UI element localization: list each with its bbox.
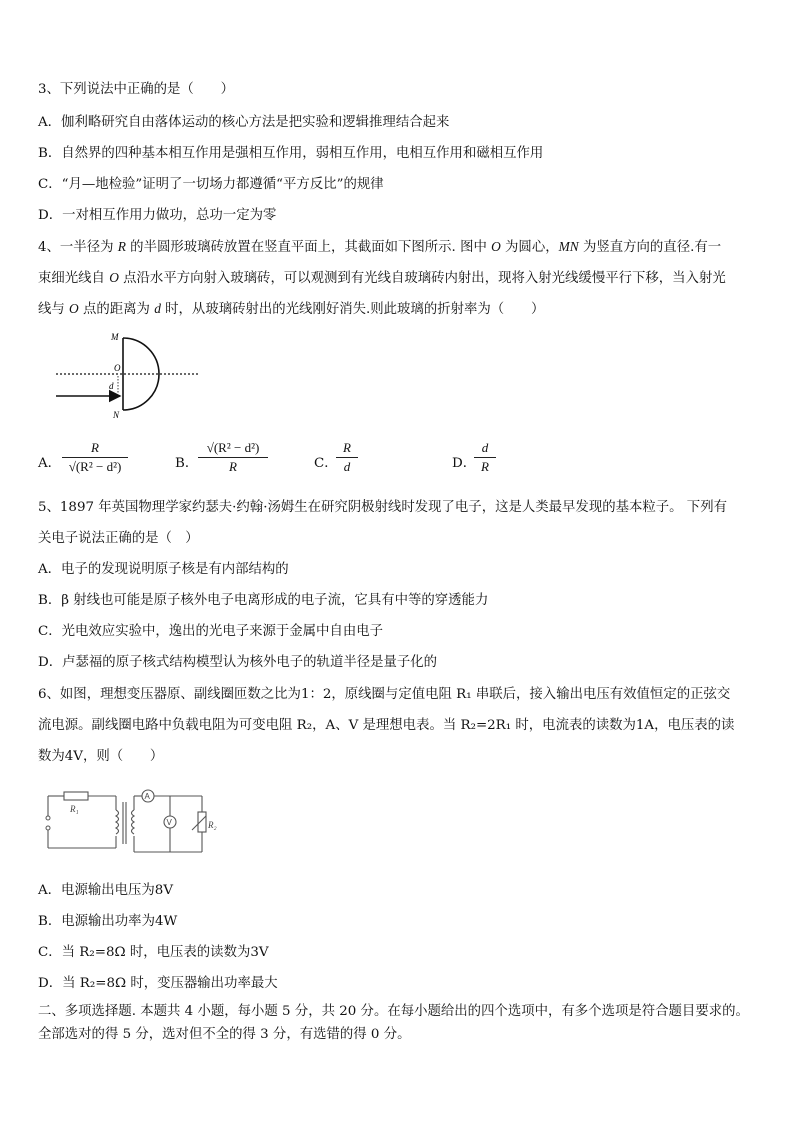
q6-label-r1: R₁: [70, 804, 79, 814]
q3-option-b: B．自然界的四种基本相互作用是强相互作用，弱相互作用，电相互作用和磁相互作用: [38, 146, 544, 161]
q4-option-d-label: D．: [452, 456, 477, 471]
q3-option-c: C．“月—地检验”证明了一切场力都遵循“平方反比”的规律: [38, 177, 384, 192]
q6-option-d: D．当 R₂=8Ω 时，变压器输出功率最大: [38, 976, 278, 991]
q4-semicircle-figure: [52, 328, 212, 420]
q4-option-a-fraction: $\frac{R}{\text{√(R² − d²)}}$: [62, 440, 128, 475]
q4-option-c-fraction: $\frac{R}{d}$: [336, 440, 358, 475]
q4-stem-line1: 4、一半径为 R 的半圆形玻璃砖放置在竖直平面上，其截面如下图所示. 图中 O 为圆心，MN 为竖直方向的直径.有一: [38, 239, 722, 255]
q4-option-b-label: B．: [175, 456, 199, 471]
q5-stem-line2: 关电子说法正确的是（ ）: [38, 531, 199, 546]
q4-label-o: O: [114, 363, 121, 373]
q4-label-n: N: [113, 410, 120, 420]
q6-stem-line2: 流电源。副线圈电路中负载电阻为可变电阻 R₂，A、V 是理想电表。当 R₂=2R₁ 时，电流表的读数为1A，电压表的读: [38, 718, 735, 733]
q6-stem-line3: 数为4V，则（ ）: [38, 749, 164, 764]
q4-stem-line2: 束细光线自 O 点沿水平方向射入玻璃砖，可以观测到有光线自玻璃砖内射出，现将入射光线缓慢平行下移，当入射光: [38, 270, 726, 286]
section2-instructions-line1: 二、多项选择题. 本题共 4 小题，每小题 5 分，共 20 分。在每小题给出的四个选项中，有多个选项是符合题目要求的。: [38, 1004, 749, 1019]
q4-stem-line3: 线与 O 点的距离为 d 时，从玻璃砖射出的光线刚好消失.则此玻璃的折射率为（ ）: [38, 301, 545, 317]
q4-label-m: M: [111, 332, 119, 342]
q4-option-b-fraction: $\frac{\text{√(R² − d²)}}{R}$: [198, 440, 268, 475]
q4-label-d: d: [109, 381, 114, 391]
q5-option-b: B．β 射线也可能是原子核外电子电离形成的电子流，它具有中等的穿透能力: [38, 593, 489, 608]
q6-option-b: B．电源输出功率为4W: [38, 914, 178, 929]
q4-option-c-label: C．: [314, 456, 338, 471]
q5-option-c: C．光电效应实验中，逸出的光电子来源于金属中自由电子: [38, 624, 384, 639]
q5-option-d: D．卢瑟福的原子核式结构模型认为核外电子的轨道半径是量子化的: [38, 655, 438, 670]
q6-ammeter-label: A: [144, 792, 150, 801]
q6-label-r2: R₂: [208, 820, 217, 830]
q4-option-d-fraction: $\frac{d}{R}$: [474, 440, 496, 475]
section2-instructions-line2: 全部选对的得 5 分，选对但不全的得 3 分，有选错的得 0 分。: [38, 1027, 411, 1042]
q3-stem: 3、下列说法中正确的是（ ）: [38, 82, 234, 97]
q6-circuit-figure: [40, 786, 230, 858]
q3-option-a: A．伽利略研究自由落体运动的核心方法是把实验和逻辑推理结合起来: [38, 115, 450, 130]
q3-option-d: D．一对相互作用力做功，总功一定为零: [38, 208, 277, 223]
q5-stem-line1: 5、1897 年英国物理学家约瑟夫·约翰·汤姆生在研究阴极射线时发现了电子，这是人类最早发现的基本粒子。 下列有: [38, 500, 727, 515]
q4-option-a-label: A．: [38, 456, 62, 471]
q5-option-a: A．电子的发现说明原子核是有内部结构的: [38, 562, 289, 577]
q6-voltmeter-label: V: [166, 818, 172, 827]
q6-stem-line1: 6、如图，理想变压器原、副线圈匝数之比为1：2，原线圈与定值电阻 R₁ 串联后，接入输出电压有效值恒定的正弦交: [38, 687, 731, 702]
q6-option-a: A．电源输出电压为8V: [38, 883, 173, 898]
q6-option-c: C．当 R₂=8Ω 时，电压表的读数为3V: [38, 945, 269, 960]
